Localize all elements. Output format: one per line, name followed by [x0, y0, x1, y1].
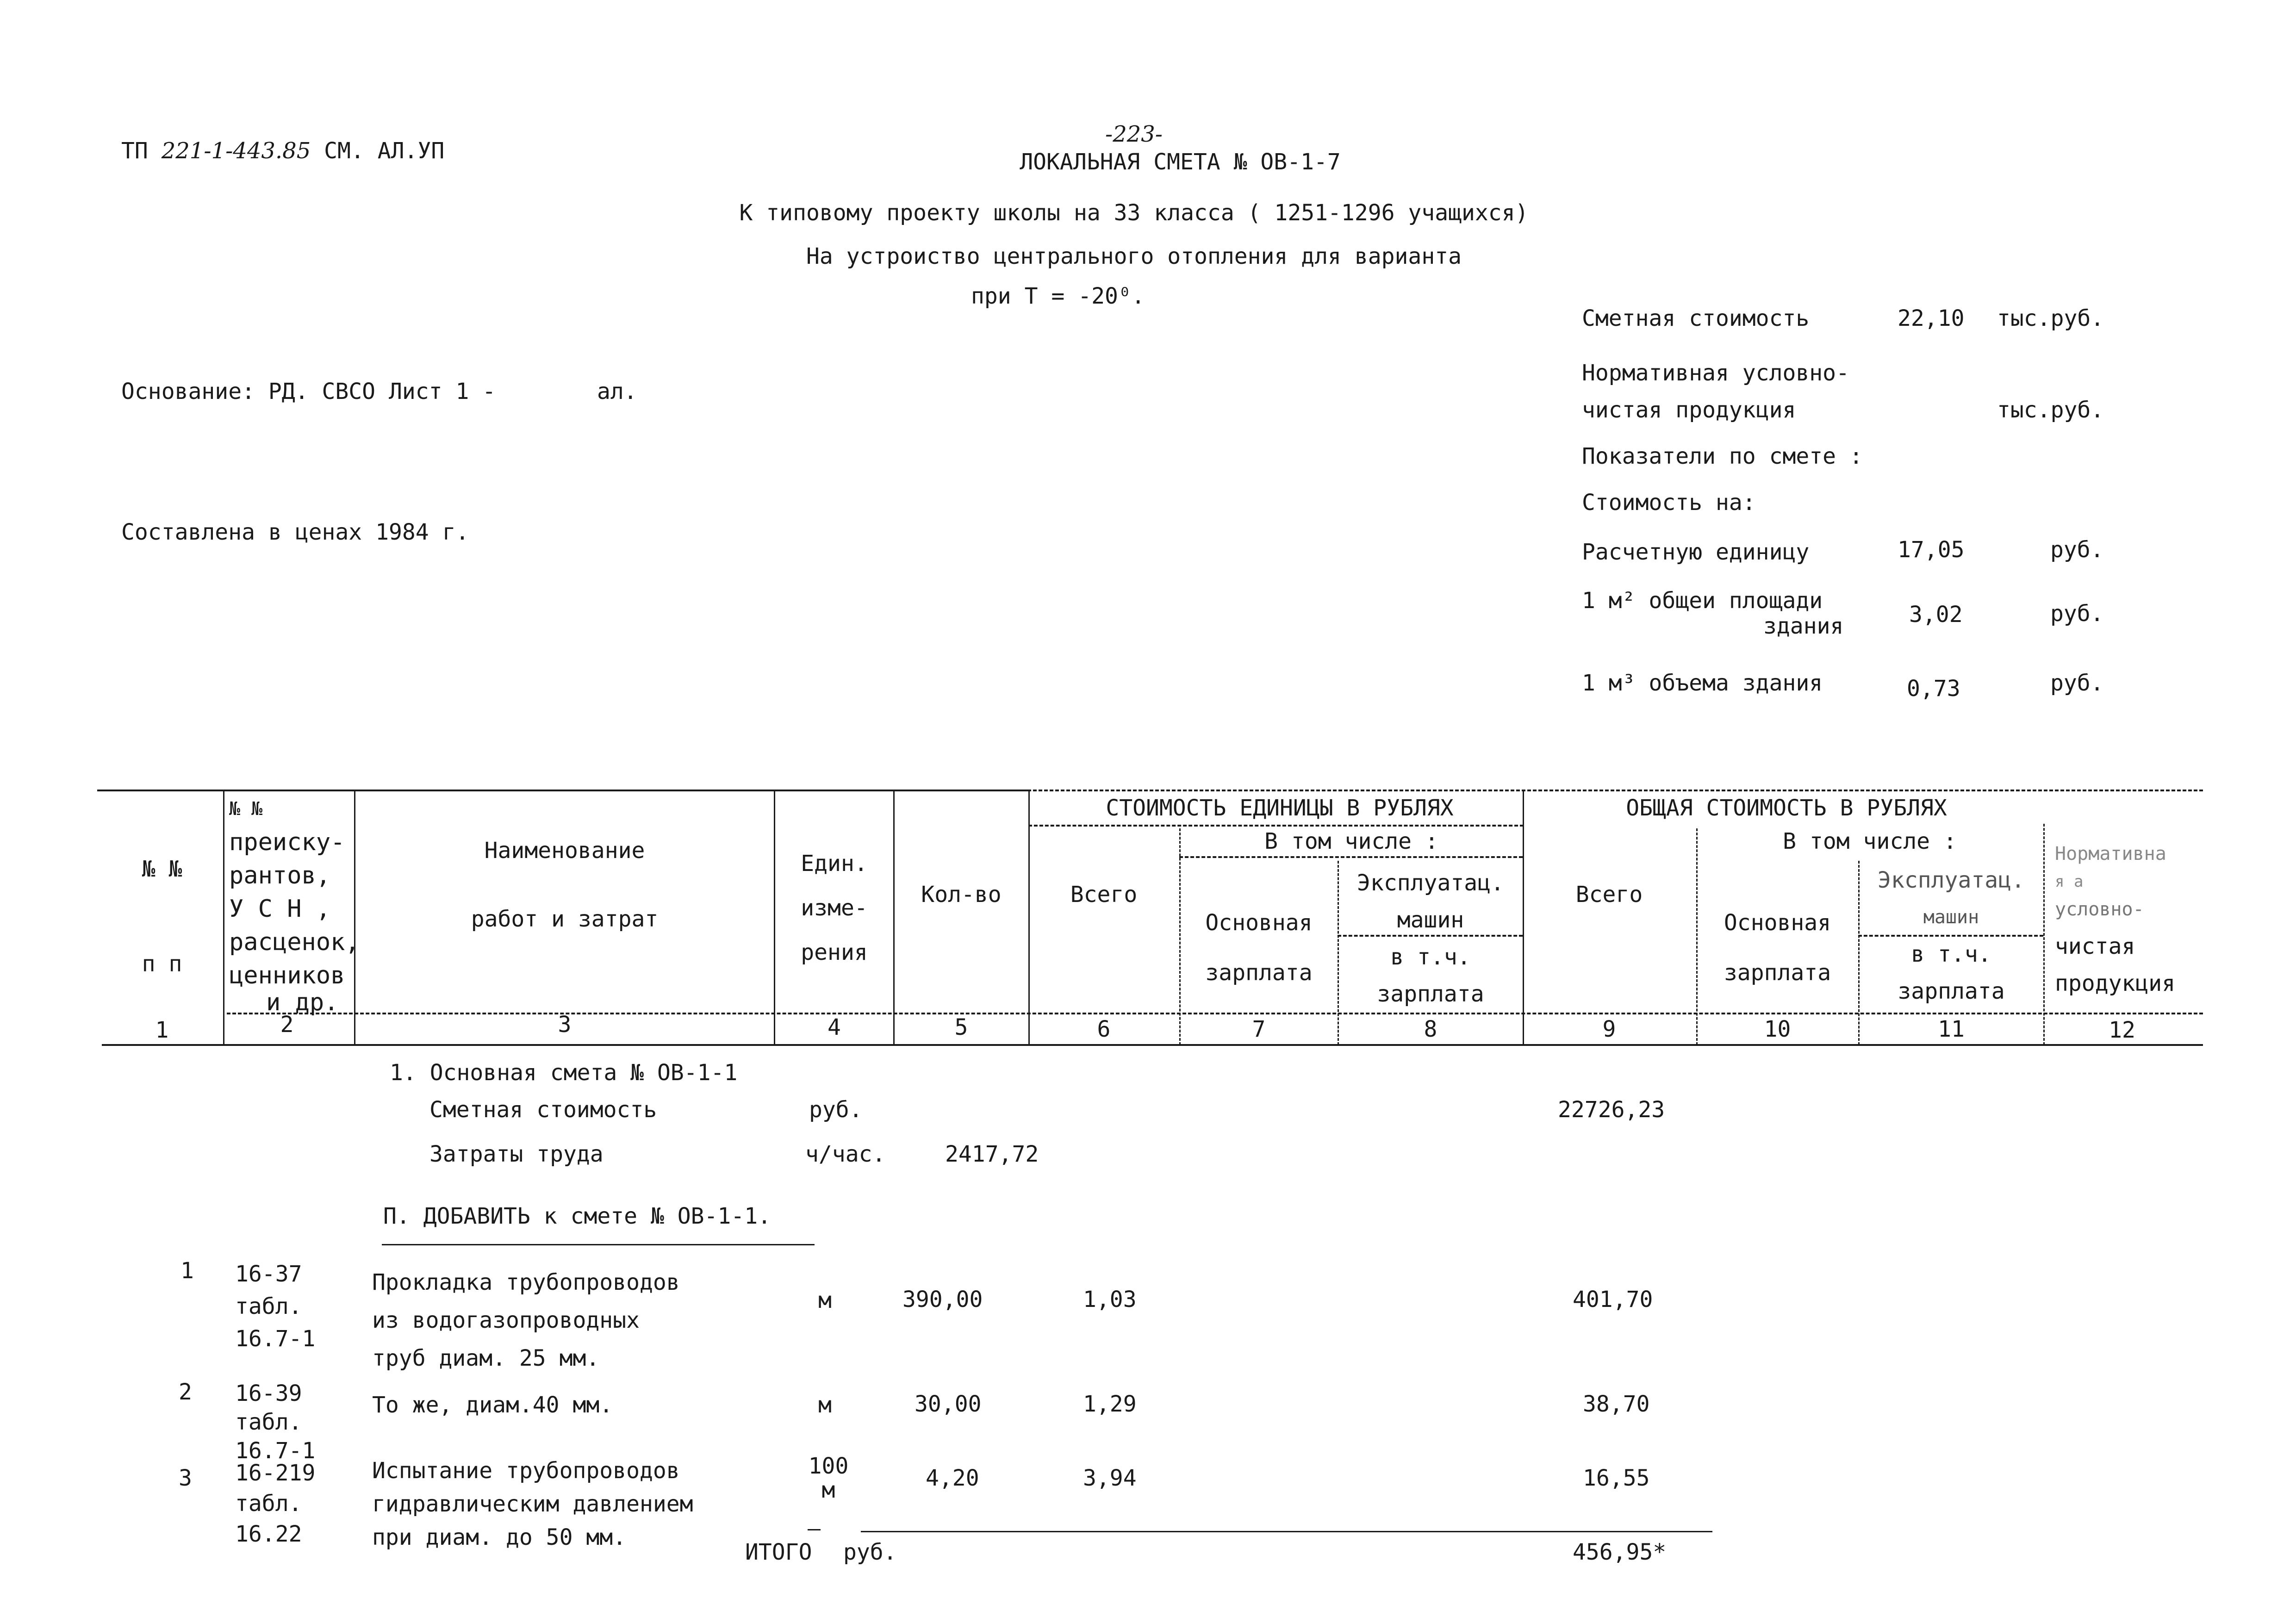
row-price: 1,03: [1083, 1287, 1137, 1312]
summary-norm-label-1: Нормативная условно-: [1582, 360, 1849, 386]
col-divider-11: [2043, 824, 2045, 1045]
unit-incl-rule: [1179, 856, 1523, 858]
col2-header: № № преиску- рантов, У С Н , расценок, ценников и др.: [229, 798, 360, 1016]
col12-header: Нормативна я а условно- чистая продукция: [2055, 843, 2176, 996]
summary-volume-label: 1 м³ объема здания: [1582, 670, 1823, 696]
row-price: 1,29: [1083, 1391, 1137, 1417]
row-qty: 30,00: [915, 1391, 982, 1417]
col-number-1: 1: [155, 1017, 169, 1043]
unit-cost-group-header: СТОИМОСТЬ ЕДИНИЦЫ В РУБЛЯХ: [1106, 795, 1454, 821]
document-code-handwritten: 221-1-443.85: [161, 138, 311, 164]
section-1-title: 1. Основная смета № ОВ-1-1: [390, 1060, 738, 1086]
row-qty: 390,00: [902, 1287, 983, 1312]
grand-total: 456,95*: [1573, 1539, 1667, 1565]
summary-norm-unit: тыс.руб.: [1997, 397, 2104, 423]
summary-volume-unit: руб.: [2050, 670, 2104, 696]
summary-cost-unit: тыс.руб.: [1997, 305, 2104, 331]
document-subtitle-2: На устроиство центрального отопления для варианта: [806, 243, 1462, 269]
row-total: 16,55: [1583, 1465, 1650, 1491]
total-rule-short: [808, 1529, 821, 1530]
col-number-2: 2: [280, 1012, 294, 1038]
col-number-12: 12: [2109, 1017, 2135, 1043]
row-total: 38,70: [1583, 1391, 1650, 1417]
col4-header: Един. изме- рения: [801, 851, 868, 965]
summary-volume-value: 0,73: [1907, 676, 1960, 702]
row-number: 2: [179, 1379, 192, 1405]
col-number-8: 8: [1424, 1016, 1437, 1042]
unit-cost-incl-header: В том числе :: [1264, 828, 1438, 854]
summary-norm-label-2: чистая продукция: [1582, 397, 1796, 423]
row-code: 16-37 табл. 16.7-1: [235, 1261, 316, 1352]
basis: Основание: РД. СВСО Лист 1 -: [121, 379, 496, 404]
row-number: 1: [180, 1258, 194, 1284]
row-code: 16-219 табл. 16.22: [235, 1460, 316, 1547]
col-number-9: 9: [1602, 1016, 1616, 1042]
col-number-10: 10: [1764, 1016, 1791, 1042]
row-unit: м: [818, 1392, 832, 1418]
summary-unit-value: 17,05: [1898, 537, 1965, 563]
basis-suffix: ал.: [597, 379, 637, 404]
section-1-cost-label: Сметная стоимость: [429, 1097, 657, 1123]
total-label: ИТОГО: [745, 1539, 812, 1565]
section-1-cost-total: 22726,23: [1558, 1097, 1665, 1123]
document-subtitle-3: при Т = -20⁰.: [971, 283, 1145, 309]
col-number-11: 11: [1938, 1016, 1965, 1042]
row-name: Испытание трубопроводов гидравлическим давлением при диам. до 50 мм.: [372, 1458, 693, 1550]
section-1-cost-unit: руб.: [809, 1097, 863, 1123]
summary-cost-label: Сметная стоимость: [1582, 305, 1810, 331]
row-number: 3: [179, 1465, 192, 1491]
col5-header: Кол-во: [921, 882, 1002, 908]
total-cost-incl-header: В том числе :: [1783, 828, 1957, 854]
col10-header: Основная зарплата: [1724, 910, 1831, 986]
basis-fraction: -: [482, 379, 496, 404]
section-2-title: П. ДОБАВИТЬ к смете № ОВ-1-1.: [383, 1203, 772, 1229]
col-divider-4: [893, 790, 895, 1045]
col1-header-a: № №: [142, 856, 182, 882]
section-1-labor-unit: ч/час.: [805, 1141, 886, 1167]
summary-indicators: Показатели по смете :: [1582, 443, 1863, 469]
col-number-6: 6: [1097, 1016, 1111, 1042]
price-basis: Составлена в ценах 1984 г.: [121, 519, 469, 545]
row-qty: 4,20: [926, 1465, 979, 1491]
summary-area-unit: руб.: [2050, 601, 2104, 627]
row-price: 3,94: [1083, 1465, 1137, 1491]
unit-group-rule: [1028, 825, 1524, 827]
col1-header-b: п п: [142, 951, 182, 977]
row-unit: 100 м: [808, 1453, 849, 1503]
col-number-4: 4: [828, 1014, 841, 1040]
header-top-rule-dashed: [1027, 790, 2203, 791]
col-number-3: 3: [558, 1012, 572, 1038]
header-top-rule: [97, 790, 1027, 791]
document-title: ЛОКАЛЬНАЯ СМЕТА № ОВ-1-7: [1020, 149, 1341, 175]
document-code: ТП 221-1-443.85 СМ. АЛ.УП: [121, 138, 445, 164]
col-divider-1: [223, 790, 224, 1045]
col-number-5: 5: [954, 1014, 968, 1040]
col6-header: Всего: [1070, 882, 1138, 908]
col-number-7: 7: [1252, 1016, 1266, 1042]
row-code: 16-39 табл. 16.7-1: [235, 1380, 316, 1464]
summary-unit-label: Расчетную единицу: [1582, 539, 1810, 565]
col11-header: Эксплуатац. машин в т.ч. зарплата: [1878, 867, 2025, 1004]
summary-unit-unit: руб.: [2050, 537, 2104, 563]
row-total: 401,70: [1573, 1287, 1653, 1312]
summary-area-value: 3,02: [1909, 602, 1963, 628]
total-unit: руб.: [843, 1539, 897, 1565]
row-name: Прокладка трубопроводов из водогазопроводных труб диам. 25 мм.: [372, 1269, 680, 1371]
total-rule: [861, 1531, 1712, 1532]
col7-header: Основная зарплата: [1205, 910, 1313, 986]
section-1-labor-qty: 2417,72: [945, 1141, 1039, 1167]
section-1-labor-label: Затраты труда: [429, 1141, 604, 1167]
col3-header-a: Наименование: [484, 838, 645, 864]
row-unit: м: [818, 1287, 832, 1313]
section-2-title-underline: [382, 1244, 815, 1245]
summary-area-label-1: 1 м² общеи площади: [1582, 588, 1823, 614]
col8-header: Эксплуатац. машин в т.ч. зарплата: [1357, 870, 1504, 1007]
summary-cost-on: Стоимость на:: [1582, 490, 1756, 516]
col-divider-5: [1028, 790, 1030, 1045]
page-number: -223-: [1105, 121, 1163, 147]
col3-header-b: работ и затрат: [471, 906, 659, 932]
col9-header: Всего: [1575, 882, 1643, 908]
total-cost-group-header: ОБЩАЯ СТОИМОСТЬ В РУБЛЯХ: [1626, 795, 1947, 821]
col-divider-8: [1523, 790, 1524, 1045]
col-divider-6: [1179, 828, 1181, 1045]
summary-area-label-2: здания: [1763, 613, 1844, 639]
row-name: То же, диам.40 мм.: [372, 1392, 613, 1418]
header-bottom-rule: [102, 1044, 2203, 1046]
summary-cost-value: 22,10: [1898, 305, 1965, 331]
document-subtitle-1: К типовому проекту школы на 33 класса ( 1251-1296 учащихся): [739, 200, 1529, 226]
